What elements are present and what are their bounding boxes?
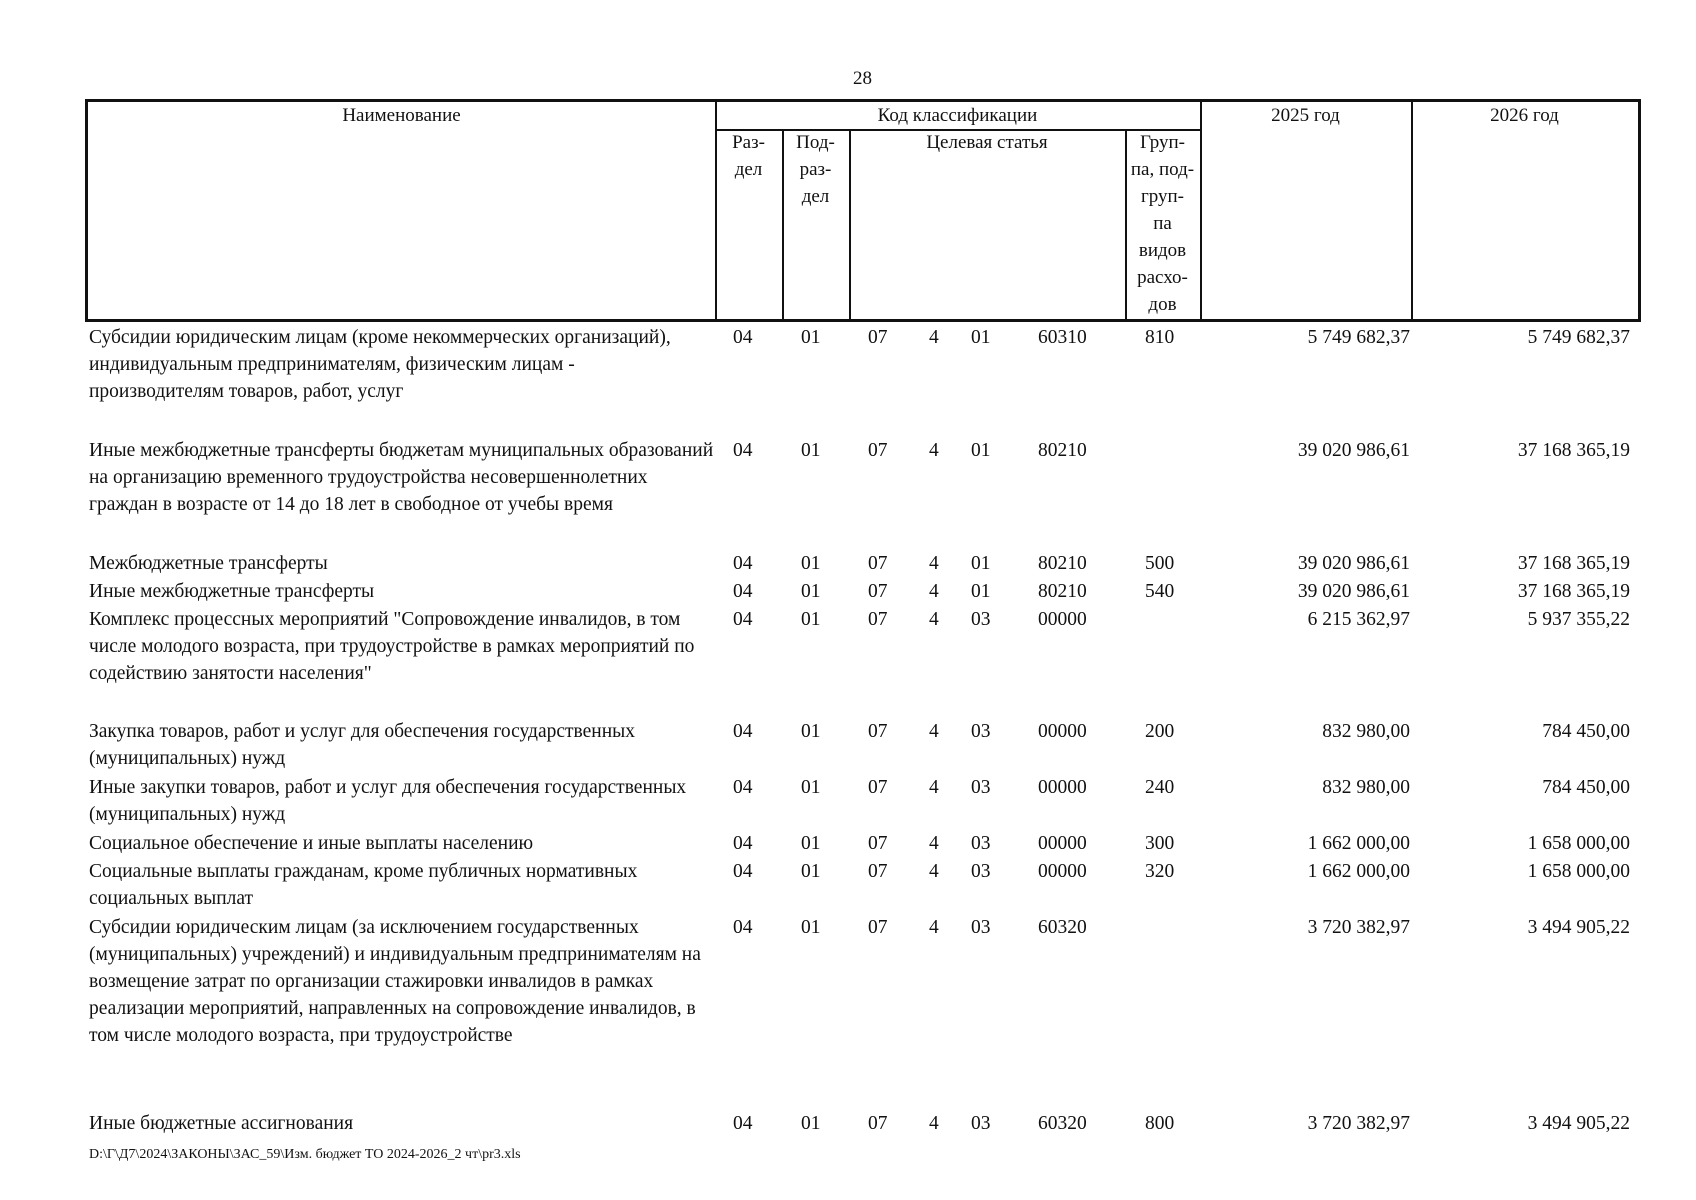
row-vr: 240 [1145, 777, 1175, 798]
row-cs-element: 03 [971, 833, 991, 854]
row-vr: 320 [1145, 861, 1175, 882]
row-cs-element: 01 [971, 327, 991, 348]
divider [1411, 102, 1413, 319]
row-cs-element: 03 [971, 721, 991, 742]
row-podrazdel: 01 [801, 440, 821, 461]
divider [849, 129, 851, 319]
row-cs-program: 07 [868, 553, 888, 574]
row-cs-program: 07 [868, 609, 888, 630]
row-2026: 5 749 682,37 [1527, 327, 1630, 348]
row-2025: 832 980,00 [1322, 721, 1410, 742]
row-razdel: 04 [733, 1113, 753, 1134]
row-cs-element: 03 [971, 609, 991, 630]
header-gruppa-line: груп- [1140, 186, 1185, 207]
row-cs-element: 01 [971, 440, 991, 461]
row-name: Закупка товаров, работ и услуг для обеспечения государственных (муниципальных) нужд [89, 721, 636, 769]
page-number: 28 [853, 68, 872, 89]
header-gruppa-line: видов [1138, 240, 1187, 261]
row-razdel: 04 [733, 777, 753, 798]
header-razdel [715, 129, 782, 183]
row-podrazdel: 01 [801, 553, 821, 574]
header-gruppa-line: расхо- [1137, 267, 1188, 288]
row-cs-type: 4 [929, 581, 939, 602]
row-razdel: 04 [733, 917, 753, 938]
row-razdel: 04 [733, 833, 753, 854]
row-name: Иные межбюджетные трансферты бюджетам муниципальных образований на организацию временного трудоустройства несовершеннолетних граждан в возрасте от 14 до 18 лет в свободное от учебы время [89, 440, 714, 515]
row-cs-direction: 80210 [1038, 440, 1087, 461]
row-podrazdel: 01 [801, 1113, 821, 1134]
table-header [85, 99, 1641, 322]
row-razdel: 04 [733, 721, 753, 742]
row-name: Социальные выплаты гражданам, кроме публичных нормативных социальных выплат [89, 861, 638, 909]
row-vr: 300 [1145, 833, 1175, 854]
row-2026: 784 450,00 [1542, 777, 1630, 798]
row-cs-direction: 00000 [1038, 777, 1087, 798]
header-gruppa-line: па [1153, 213, 1172, 234]
row-cs-program: 07 [868, 917, 888, 938]
row-razdel: 04 [733, 609, 753, 630]
header-podrazdel-line: дел [801, 186, 830, 207]
row-cs-direction: 80210 [1038, 553, 1087, 574]
row-cs-element: 03 [971, 917, 991, 938]
row-name: Комплекс процессных мероприятий "Сопровождение инвалидов, в том числе молодого возраста, при трудоустройстве в рамках мероприятий по содействию занятости населения" [89, 609, 695, 684]
header-podrazdel [782, 129, 849, 210]
row-cs-element: 03 [971, 861, 991, 882]
row-cs-element: 03 [971, 1113, 991, 1134]
row-podrazdel: 01 [801, 861, 821, 882]
row-cs-program: 07 [868, 777, 888, 798]
row-name: Иные закупки товаров, работ и услуг для обеспечения государственных (муниципальных) нужд [89, 777, 687, 825]
row-cs-program: 07 [868, 581, 888, 602]
row-2026: 784 450,00 [1542, 721, 1630, 742]
row-cs-direction: 60320 [1038, 1113, 1087, 1134]
row-cs-type: 4 [929, 833, 939, 854]
row-razdel: 04 [733, 327, 753, 348]
header-celevaya: Целевая статья [926, 132, 1048, 153]
row-vr: 540 [1145, 581, 1175, 602]
row-cs-direction: 00000 [1038, 609, 1087, 630]
row-2026: 3 494 905,22 [1527, 917, 1630, 938]
header-podrazdel-line: Под- [796, 132, 835, 153]
row-name: Субсидии юридическим лицам (кроме некоммерческих организаций), индивидуальным предпринимателям, физическим лицам - производителям товаров, работ, услуг [89, 327, 671, 402]
row-podrazdel: 01 [801, 917, 821, 938]
row-cs-direction: 00000 [1038, 833, 1087, 854]
row-cs-direction: 60310 [1038, 327, 1087, 348]
row-vr: 800 [1145, 1113, 1175, 1134]
row-name: Иные бюджетные ассигнования [89, 1113, 354, 1134]
row-cs-type: 4 [929, 917, 939, 938]
row-name: Социальное обеспечение и иные выплаты населению [89, 833, 534, 854]
row-cs-type: 4 [929, 609, 939, 630]
row-name: Межбюджетные трансферты [89, 553, 328, 574]
row-cs-program: 07 [868, 440, 888, 461]
row-cs-type: 4 [929, 327, 939, 348]
header-podrazdel-line: раз- [799, 159, 832, 180]
row-razdel: 04 [733, 861, 753, 882]
row-2025: 39 020 986,61 [1297, 440, 1410, 461]
row-cs-type: 4 [929, 553, 939, 574]
row-podrazdel: 01 [801, 609, 821, 630]
row-2026: 1 658 000,00 [1527, 861, 1630, 882]
row-vr: 810 [1145, 327, 1175, 348]
row-cs-direction: 00000 [1038, 861, 1087, 882]
row-cs-type: 4 [929, 440, 939, 461]
row-2025: 39 020 986,61 [1297, 553, 1410, 574]
row-podrazdel: 01 [801, 327, 821, 348]
row-cs-element: 01 [971, 553, 991, 574]
row-cs-direction: 00000 [1038, 721, 1087, 742]
row-cs-type: 4 [929, 721, 939, 742]
row-cs-direction: 60320 [1038, 917, 1087, 938]
row-2026: 3 494 905,22 [1527, 1113, 1630, 1134]
row-cs-direction: 80210 [1038, 581, 1087, 602]
header-razdel-line: Раз- [732, 132, 765, 153]
header-year-2025: 2025 год [1271, 105, 1340, 126]
file-path-footer: D:\Г\Д7\2024\ЗАКОНЫ\ЗАС_59\Изм. бюджет ТО 2024-2026_2 чт\pr3.xls [89, 1147, 521, 1162]
row-cs-program: 07 [868, 327, 888, 348]
row-razdel: 04 [733, 581, 753, 602]
row-cs-element: 03 [971, 777, 991, 798]
row-2026: 5 937 355,22 [1527, 609, 1630, 630]
row-2025: 1 662 000,00 [1307, 861, 1410, 882]
header-year-2026: 2026 год [1490, 105, 1559, 126]
header-name: Наименование [342, 105, 461, 126]
header-gruppa-line: па, под- [1130, 159, 1195, 180]
row-podrazdel: 01 [801, 833, 821, 854]
header-razdel-line: дел [734, 159, 763, 180]
row-cs-type: 4 [929, 1113, 939, 1134]
row-name: Субсидии юридическим лицам (за исключением государственных (муниципальных) учреждений) и индивидуальным предпринимателям на возмещение затрат по организации стажировки инвалидов в рамках реализации мероприятий, направленных на сопровождение инвалидов, в том числе молодого возраста, при трудоустройстве [89, 917, 701, 1046]
row-2025: 1 662 000,00 [1307, 833, 1410, 854]
row-2025: 5 749 682,37 [1307, 327, 1410, 348]
row-2025: 6 215 362,97 [1307, 609, 1410, 630]
row-2026: 37 168 365,19 [1517, 553, 1630, 574]
row-razdel: 04 [733, 553, 753, 574]
row-2025: 3 720 382,97 [1307, 1113, 1410, 1134]
divider [1200, 102, 1202, 319]
header-code: Код классификации [877, 105, 1038, 126]
row-podrazdel: 01 [801, 721, 821, 742]
row-cs-program: 07 [868, 721, 888, 742]
header-gruppa-line: дов [1148, 294, 1177, 315]
row-podrazdel: 01 [801, 581, 821, 602]
row-2025: 3 720 382,97 [1307, 917, 1410, 938]
row-cs-element: 01 [971, 581, 991, 602]
header-gruppa-line: Груп- [1139, 132, 1186, 153]
row-cs-program: 07 [868, 861, 888, 882]
header-gruppa [1125, 129, 1200, 318]
row-2026: 37 168 365,19 [1517, 440, 1630, 461]
row-podrazdel: 01 [801, 777, 821, 798]
row-2025: 832 980,00 [1322, 777, 1410, 798]
row-cs-type: 4 [929, 777, 939, 798]
row-2026: 37 168 365,19 [1517, 581, 1630, 602]
row-cs-program: 07 [868, 833, 888, 854]
row-vr: 500 [1145, 553, 1175, 574]
row-2026: 1 658 000,00 [1527, 833, 1630, 854]
row-name: Иные межбюджетные трансферты [89, 581, 375, 602]
row-2025: 39 020 986,61 [1297, 581, 1410, 602]
row-razdel: 04 [733, 440, 753, 461]
row-cs-program: 07 [868, 1113, 888, 1134]
row-vr: 200 [1145, 721, 1175, 742]
row-cs-type: 4 [929, 861, 939, 882]
